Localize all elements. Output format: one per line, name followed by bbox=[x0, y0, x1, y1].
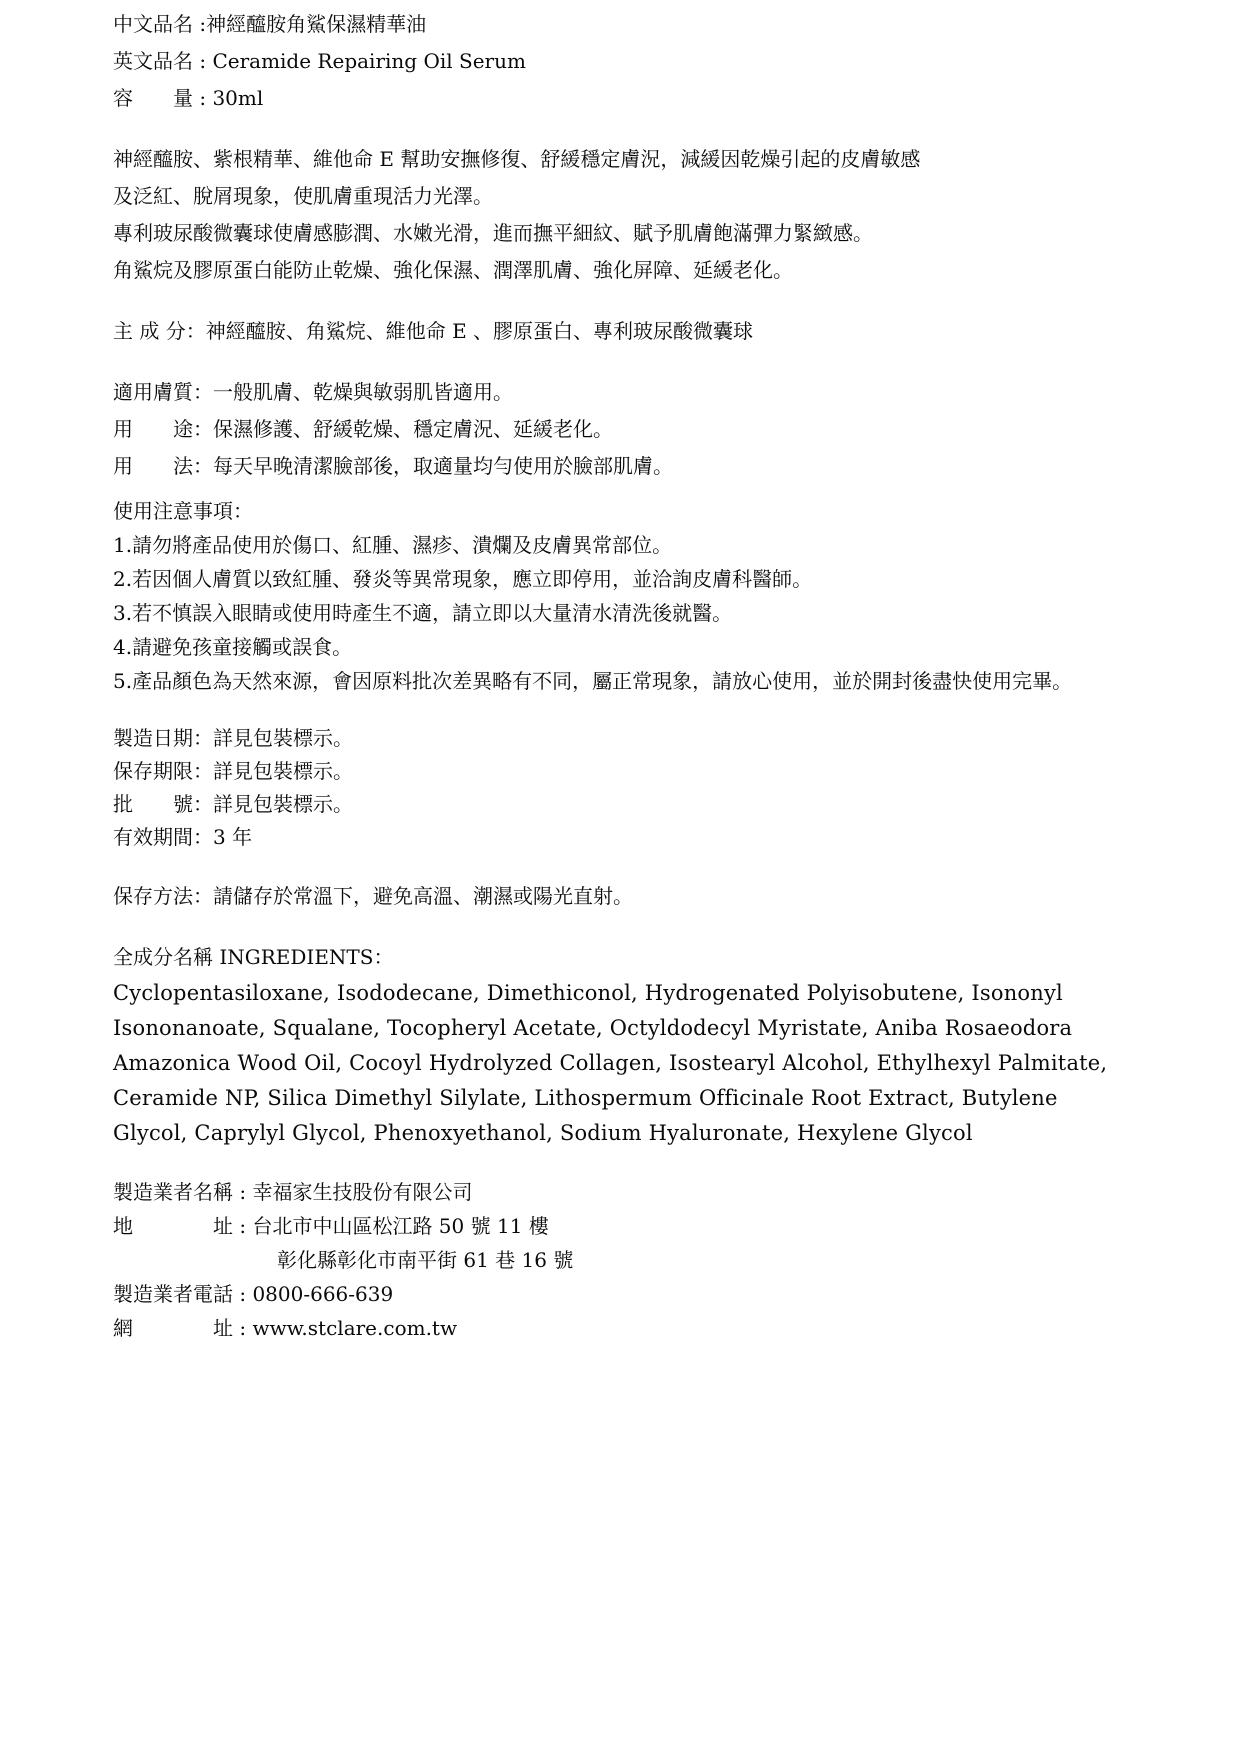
ingredients-list: Cyclopentasiloxane, Isododecane, Dimethiconol, Hydrogenated Polyisobutene, Isononyl Isononanoate, Squalane, Tocopheryl Acetate, Octyldodecyl Myristate, Aniba Rosaeodora Amazonica Wood Oil, Cocoyl Hydrolyzed Collagen, Isostearyl Alcohol, Ethylhexyl Palmitate, Ceramide NP, Silica Dimethyl Silylate, Lithospermum Officinale Root Extract, Butylene Glycol, Caprylyl Glycol, Phenoxyethanol, Sodium Hyaluronate, Hexylene Glycol bbox=[113, 981, 1115, 1145]
intro-line-1: 神經醯胺、紫根精華、維他命 E 幫助安撫修復、舒緩穩定膚況，減緩因乾燥引起的皮膚敏感 bbox=[113, 147, 921, 171]
manufacture-date-line: 製造日期：詳見包裝標示。 bbox=[113, 726, 353, 750]
intro-line-2: 及泛紅、脫屑現象，使肌膚重現活力光澤。 bbox=[113, 184, 493, 208]
intro-line-4: 角鯊烷及膠原蛋白能防止乾燥、強化保濕、潤澤肌膚、強化屏障、延緩老化。 bbox=[113, 258, 793, 282]
usage-section bbox=[113, 374, 1129, 485]
dates-section bbox=[113, 722, 1129, 854]
precaution-item-1: 1.請勿將產品使用於傷口、紅腫、濕疹、潰爛及皮膚異常部位。 bbox=[113, 533, 673, 557]
manufacturer-section bbox=[113, 1175, 1129, 1345]
directions-line: 用 法：每天早晚清潔臉部後，取適量均勻使用於臉部肌膚。 bbox=[113, 454, 673, 478]
storage-line: 保存方法：請儲存於常溫下，避免高溫、潮濕或陽光直射。 bbox=[113, 884, 633, 908]
manufacturer-website-line: 網 址 : www.stclare.com.tw bbox=[113, 1316, 458, 1340]
precautions-title: 使用注意事項： bbox=[113, 499, 253, 523]
main-ingredients-section bbox=[113, 313, 1129, 350]
header-section bbox=[113, 6, 1129, 117]
manufacturer-address-line-2: 彰化縣彰化市南平街 61 巷 16 號 bbox=[277, 1248, 574, 1272]
precautions-section bbox=[113, 494, 1129, 698]
precaution-item-3: 3.若不慎誤入眼睛或使用時產生不適，請立即以大量清水清洗後就醫。 bbox=[113, 601, 733, 625]
shelf-life-line: 有效期間：3 年 bbox=[113, 825, 253, 849]
volume-line: 容 量 : 30ml bbox=[113, 86, 264, 110]
intro-section bbox=[113, 141, 1129, 289]
storage-section bbox=[113, 878, 1129, 915]
ingredients-title: 全成分名稱 INGREDIENTS： bbox=[113, 945, 394, 969]
cn-product-name: 中文品名 :神經醯胺角鯊保濕精華油 bbox=[113, 12, 427, 36]
ingredients-section bbox=[113, 939, 1129, 1151]
skin-type-line: 適用膚質：一般肌膚、乾燥與敏弱肌皆適用。 bbox=[113, 380, 513, 404]
manufacturer-phone-line: 製造業者電話 : 0800-666-639 bbox=[113, 1282, 394, 1306]
expiry-date-line: 保存期限：詳見包裝標示。 bbox=[113, 759, 353, 783]
main-ingredients-line: 主 成 分：神經醯胺、角鯊烷、維他命 E 、膠原蛋白、專利玻尿酸微囊球 bbox=[113, 319, 754, 343]
en-product-name: 英文品名 : Ceramide Repairing Oil Serum bbox=[113, 49, 526, 73]
manufacturer-address-line-1: 地 址 : 台北市中山區松江路 50 號 11 樓 bbox=[113, 1214, 549, 1238]
batch-number-line: 批 號：詳見包裝標示。 bbox=[113, 792, 353, 816]
precaution-item-4: 4.請避免孩童接觸或誤食。 bbox=[113, 635, 353, 659]
purpose-line: 用 途：保濕修護、舒緩乾燥、穩定膚況、延緩老化。 bbox=[113, 417, 613, 441]
precaution-item-2: 2.若因個人膚質以致紅腫、發炎等異常現象，應立即停用，並洽詢皮膚科醫師。 bbox=[113, 567, 813, 591]
precaution-item-5: 5.產品顏色為天然來源，會因原料批次差異略有不同，屬正常現象，請放心使用，並於開封後盡快使用完畢。 bbox=[113, 669, 1073, 693]
intro-line-3: 專利玻尿酸微囊球使膚感膨潤、水嫩光滑，進而撫平細紋、賦予肌膚飽滿彈力緊緻感。 bbox=[113, 221, 873, 245]
manufacturer-name-line: 製造業者名稱 : 幸福家生技股份有限公司 bbox=[113, 1180, 473, 1204]
